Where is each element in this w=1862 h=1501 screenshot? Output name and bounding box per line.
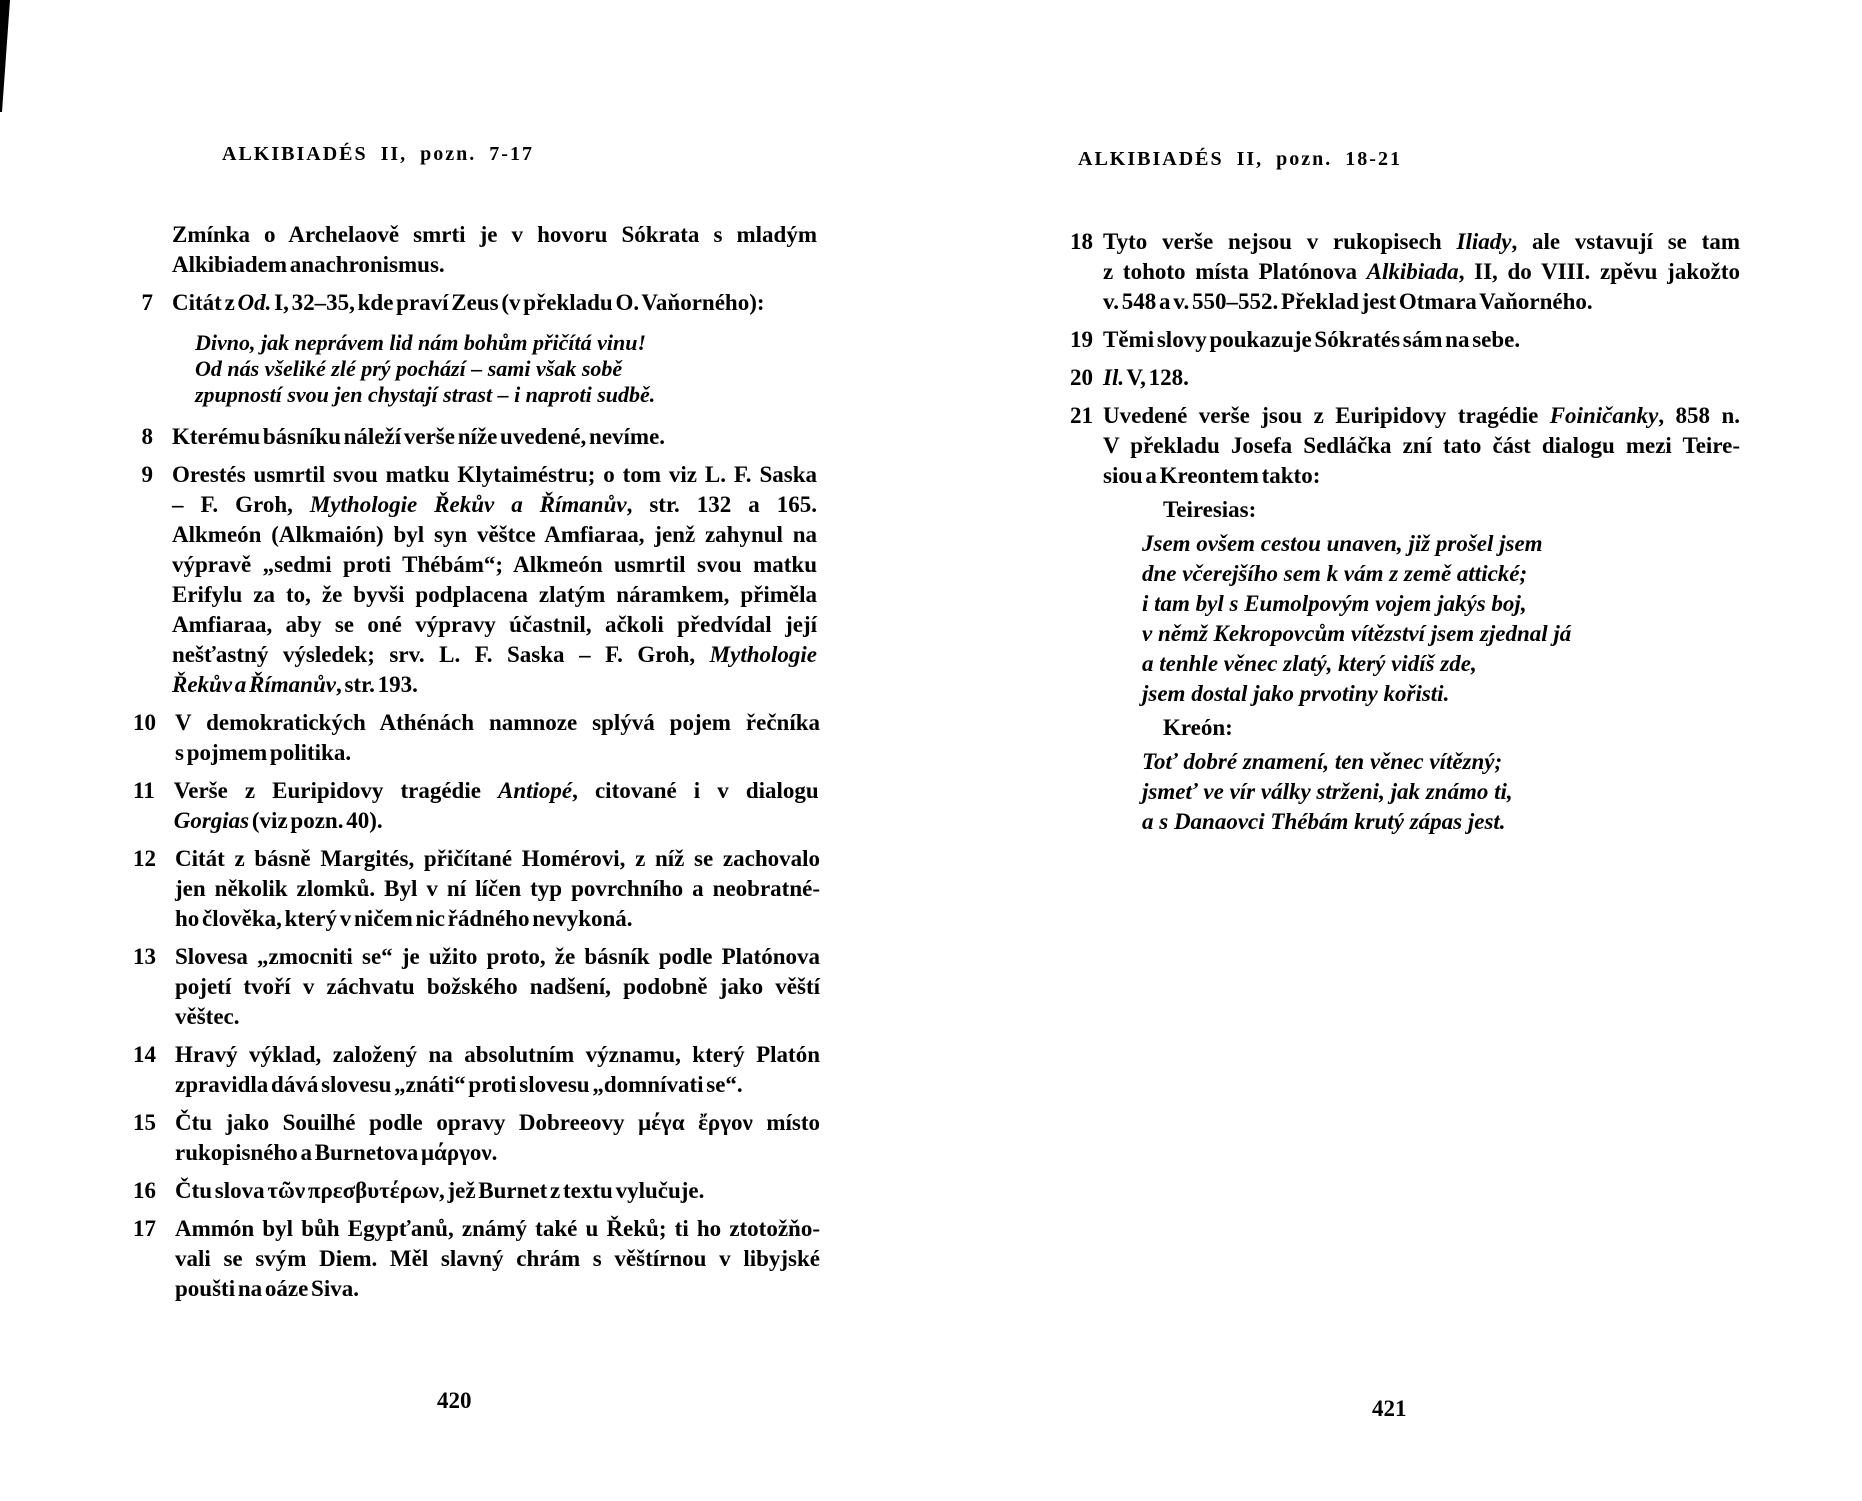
footnote-13	[133, 942, 833, 1032]
text-segment: v. 548 a v. 550–552. Překlad jest Otmara Vaňorného.	[1103, 289, 1593, 314]
verse-line: zpupností svou jen chystají strast – i naproti sudbě.	[195, 382, 656, 407]
footnote-16	[133, 1176, 833, 1206]
text-line	[172, 460, 817, 490]
text-line	[172, 610, 817, 640]
text-line	[175, 942, 820, 972]
note-number: 19	[1070, 327, 1093, 352]
text-segment: poušti na oáze Siva.	[175, 1276, 359, 1301]
footnote-14	[133, 1040, 833, 1100]
footnote-7	[133, 288, 833, 318]
note-text	[1103, 401, 1740, 491]
text-segment: – F. Groh,	[172, 492, 310, 517]
note-number: 15	[133, 1110, 156, 1135]
text-line	[175, 844, 820, 874]
note-text	[175, 1108, 820, 1168]
verse-line: Jsem ovšem cestou unaven, již prošel jsem	[1142, 531, 1543, 556]
text-segment: zpravidla dává slovesu „znáti“ proti slovesu „domnívati se“.	[175, 1072, 743, 1097]
text-line	[172, 640, 817, 670]
note-text	[174, 776, 819, 836]
text-segment: Alkmeón (Alkmaión) byl syn věštce Amfiaraa, jenž zahynul na	[172, 522, 817, 547]
text-line	[172, 520, 817, 550]
italic-text: Mythologie Řekův a Římanův	[309, 492, 627, 517]
verse-line: a s Danaovci Thébám krutý zápas jest.	[1142, 809, 1506, 834]
text-segment: V překladu Josefa Sedláčka zní tato část dialogu mezi Teire-	[1103, 433, 1740, 458]
text-segment: jen několik zlomků. Byl v ní líčen typ povrchního a neobratné-	[175, 876, 820, 901]
note-text	[175, 1040, 820, 1100]
text-segment: Orestés usmrtil svou matku Klytaiméstru; o tom viz L. F. Saska	[172, 462, 817, 487]
text-segment: Čtu jako Souilhé podle opravy Dobreeovy μέγα ἔργον místo	[175, 1110, 820, 1135]
text-line	[1103, 287, 1740, 317]
text-line	[175, 1070, 820, 1100]
text-line	[174, 776, 819, 806]
note-text	[172, 220, 817, 280]
text-segment: V demokratických Athénách namnoze splývá pojem řečníka	[175, 710, 820, 735]
text-segment: Těmi slovy poukazuje Sókratés sám na sebe.	[1103, 327, 1521, 352]
text-line	[175, 1108, 820, 1138]
text-segment: Verše z Euripidovy tragédie	[173, 778, 499, 803]
text-line	[175, 708, 820, 738]
text-segment: ho člověka, který v ničem nic řádného nevykoná.	[175, 906, 633, 931]
note-text	[1103, 363, 1740, 393]
note-text	[175, 942, 820, 1032]
text-line	[1103, 431, 1740, 461]
footnote-11	[133, 776, 833, 836]
text-line	[172, 490, 817, 520]
text-segment: , ale vstavují se tam	[1511, 229, 1741, 254]
text-segment: , citované i v dialogu	[572, 778, 819, 803]
italic-text: Il.	[1103, 365, 1125, 390]
italic-text: Foiničanky	[1549, 403, 1659, 428]
text-line	[175, 1214, 820, 1244]
text-segment: Erifylu za to, že byvši podplacena zlatým náramkem, přiměla	[172, 582, 817, 607]
note-number	[133, 220, 172, 280]
italic-text: Iliady	[1456, 229, 1512, 254]
italic-text: Antiopé	[498, 778, 573, 803]
note-number: 21	[1070, 403, 1093, 428]
text-line	[175, 738, 820, 768]
verse-line: a tenhle věnec zlatý, který vidíš zde,	[1142, 651, 1477, 676]
text-segment: V, 128.	[1124, 365, 1189, 390]
italic-text: Alkibiada	[1366, 259, 1459, 284]
verse-line: jsem dostal jako prvotiny kořisti.	[1142, 681, 1450, 706]
note-number: 18	[1070, 229, 1093, 254]
footnote-17	[133, 1214, 833, 1304]
note-number: 8	[141, 424, 153, 449]
italic-text: Mythologie	[709, 642, 817, 667]
note-number: 9	[141, 462, 153, 487]
verse-quote	[133, 330, 833, 408]
left-notes-column	[133, 220, 833, 1304]
text-line	[172, 670, 817, 700]
verse-line: jsmeť ve vír války strženi, jak známo ti,	[1142, 779, 1513, 804]
note-number: 17	[133, 1216, 156, 1241]
verse-speaker: Teiresias:	[1163, 497, 1257, 522]
running-header-right: ALKIBIADÉS II, pozn. 18-21	[1078, 148, 1402, 170]
text-line	[175, 1176, 820, 1206]
text-line	[172, 250, 817, 280]
text-segment: rukopisného a Burnetova μάργον.	[175, 1140, 498, 1165]
footnote-8	[133, 422, 833, 452]
note-text	[1103, 325, 1740, 355]
text-line	[1103, 325, 1740, 355]
text-segment: výpravě „sedmi proti Thébám“; Alkmeón usmrtil svou matku	[172, 552, 817, 577]
text-line	[175, 972, 820, 1002]
note-text	[172, 288, 817, 318]
text-segment: , str. 132 a 165.	[626, 492, 817, 517]
footnote-12	[133, 844, 833, 934]
note-text	[172, 422, 817, 452]
text-line	[1103, 227, 1740, 257]
text-line	[1103, 363, 1740, 393]
text-segment: Citát z	[172, 290, 238, 315]
verse-line: Od nás všeliké zlé prý pochází – sami však sobě	[195, 356, 623, 381]
running-header-left: ALKIBIADÉS II, pozn. 7-17	[222, 143, 534, 165]
text-segment: Kterému básníku náleží verše níže uvedené, nevíme.	[172, 424, 666, 449]
note-text	[175, 844, 820, 934]
footnote-9	[133, 460, 833, 700]
text-line	[172, 580, 817, 610]
text-segment: vali se svým Diem. Měl slavný chrám s věštírnou v libyjské	[175, 1246, 820, 1271]
verse-speaker: Kreón:	[1163, 715, 1233, 740]
text-line	[175, 874, 820, 904]
note-number: 16	[133, 1178, 156, 1203]
text-line	[172, 220, 817, 250]
footnote-20	[1050, 363, 1750, 393]
text-segment: z tohoto místa Platónova	[1103, 259, 1367, 284]
text-line	[172, 422, 817, 452]
text-segment: Hravý výklad, založený na absolutním významu, který Platón	[175, 1042, 820, 1067]
text-line	[172, 288, 817, 318]
text-line	[175, 1244, 820, 1274]
verse-line: Divno, jak neprávem lid nám bohům přičítá vinu!	[195, 330, 647, 355]
footnote-21	[1050, 401, 1750, 491]
text-segment: , II, do VIII. zpěvu jakožto	[1458, 259, 1740, 284]
text-segment: Citát z básně Margités, přičítané Homérovi, z níž se zachovalo	[175, 846, 820, 871]
page-number-left: 420	[437, 1388, 472, 1413]
continuation-paragraph	[133, 220, 833, 280]
italic-text: Řekův a Římanův	[172, 672, 336, 697]
note-number: 10	[133, 710, 156, 735]
text-line	[172, 550, 817, 580]
note-number: 14	[133, 1042, 156, 1067]
verse-line: dne včerejšího sem k vám z země attické;	[1142, 561, 1528, 586]
text-segment: , str. 193.	[335, 672, 418, 697]
note-text	[175, 1214, 820, 1304]
text-segment: Tyto verše nejsou v rukopisech	[1103, 229, 1457, 254]
footnote-18	[1050, 227, 1750, 317]
text-segment: Uvedené verše jsou z Euripidovy tragédie	[1103, 403, 1550, 428]
note-number: 20	[1070, 365, 1093, 390]
note-number: 12	[133, 846, 156, 871]
note-number: 7	[141, 290, 153, 315]
text-segment: Amfiaraa, aby se oné výpravy účastnil, ačkoli předvídal její	[172, 612, 817, 637]
note-text	[175, 1176, 820, 1206]
footnote-15	[133, 1108, 833, 1168]
text-segment: (viz pozn. 40).	[249, 808, 383, 833]
note-text	[172, 460, 817, 700]
text-segment: s pojmem politika.	[175, 740, 352, 765]
text-segment: , 858 n.	[1658, 403, 1740, 428]
text-segment: Slovesa „zmocniti se“ je užito proto, že básník podle Platónova	[175, 944, 820, 969]
text-line	[174, 806, 819, 836]
text-segment: siou a Kreontem takto:	[1103, 463, 1321, 488]
verse-quote	[1050, 747, 1750, 837]
text-line	[175, 1040, 820, 1070]
italic-text: Gorgias	[173, 808, 250, 833]
note-number: 11	[133, 778, 155, 803]
text-segment: věštec.	[175, 1004, 240, 1029]
text-line	[175, 1002, 820, 1032]
scan-edge-artifact	[0, 0, 10, 112]
note-number: 13	[133, 944, 156, 969]
text-line	[1103, 257, 1740, 287]
text-segment: nešťastný výsledek; srv. L. F. Saska – F. Groh,	[172, 642, 710, 667]
page-number-right: 421	[1372, 1396, 1407, 1421]
text-segment: Ammón byl bůh Egypťanů, známý také u Řeků; ti ho ztotožňo-	[175, 1216, 820, 1241]
verse-line: Toť dobré znamení, ten věnec vítězný;	[1142, 749, 1503, 774]
text-segment: Zmínka o Archelaově smrti je v hovoru Sókrata s mladým	[172, 222, 817, 247]
text-line	[175, 1274, 820, 1304]
text-segment: pojetí tvoří v záchvatu božského nadšení, podobně jako věští	[175, 974, 820, 999]
note-text	[175, 708, 820, 768]
text-line	[1103, 461, 1740, 491]
verse-line: i tam byl s Eumolpovým vojem jakýs boj,	[1142, 591, 1527, 616]
text-line	[1103, 401, 1740, 431]
text-line	[175, 1138, 820, 1168]
italic-text: Od.	[237, 290, 272, 315]
note-text	[1103, 227, 1740, 317]
footnote-19	[1050, 325, 1750, 355]
verse-line: v němž Kekropovcům vítězství jsem zjednal já	[1142, 621, 1572, 646]
text-line	[175, 904, 820, 934]
text-segment: Čtu slova τῶν πρεσβυτέρων, jež Burnet z textu vylučuje.	[175, 1178, 705, 1203]
text-segment: I, 32–35, kde praví Zeus (v překladu O. Vaňorného):	[271, 290, 765, 315]
right-notes-column	[1050, 227, 1750, 837]
text-segment: Alkibiadem anachronismus.	[172, 252, 445, 277]
verse-quote	[1050, 529, 1750, 709]
footnote-10	[133, 708, 833, 768]
